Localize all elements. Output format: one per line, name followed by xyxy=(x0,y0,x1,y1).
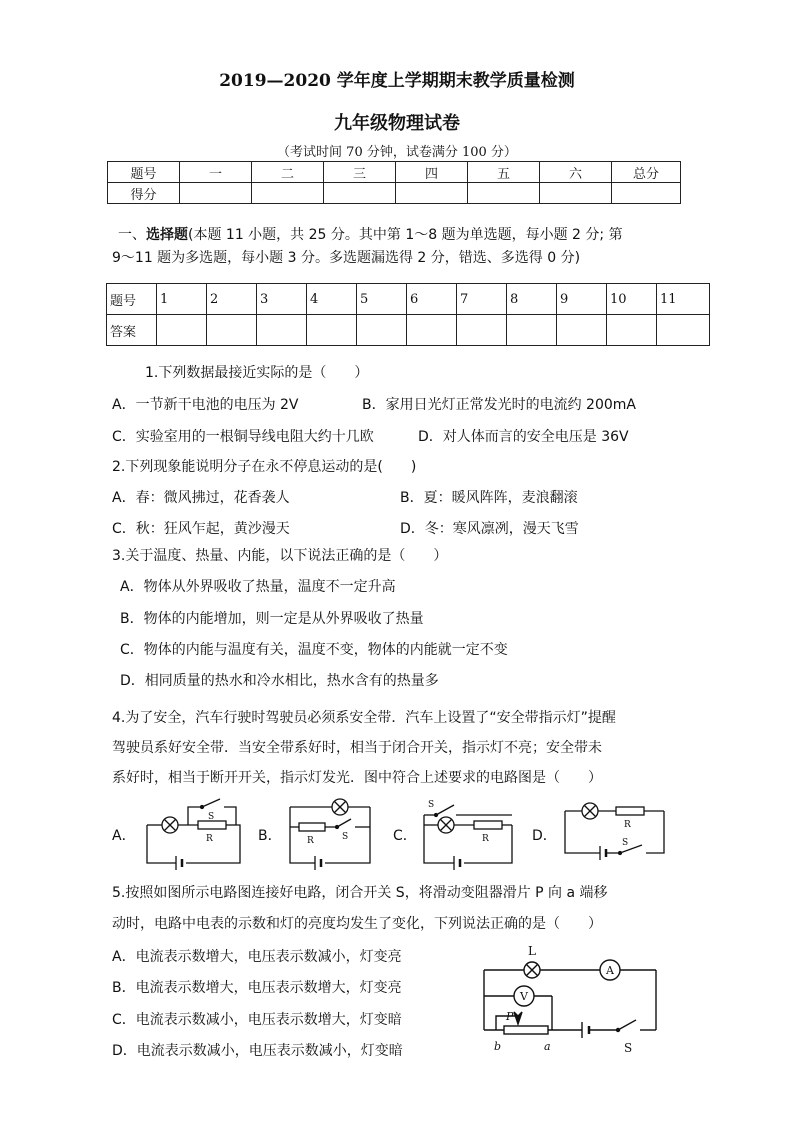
answer-table-header: 5 xyxy=(357,284,407,315)
answer-table-header: 1 xyxy=(157,284,207,315)
q3-option-c: C．物体的内能与温度有关，温度不变，物体的内能就一定不变 xyxy=(120,642,508,658)
ammeter-label: A xyxy=(606,964,614,977)
score-cell[interactable] xyxy=(252,183,324,204)
answer-cell[interactable] xyxy=(657,315,710,346)
q2-option-c: C．秋：狂风乍起，黄沙漫天 xyxy=(112,521,290,537)
score-table xyxy=(107,161,681,204)
score-table-header: 五 xyxy=(468,162,540,183)
score-cell[interactable] xyxy=(324,183,396,204)
resistor-r-label: R xyxy=(482,834,489,844)
answer-cell[interactable] xyxy=(457,315,507,346)
resistor-r-label: R xyxy=(624,820,631,830)
answer-table-header: 10 xyxy=(607,284,657,315)
score-table-header: 一 xyxy=(180,162,252,183)
q1-option-b: B．家用日光灯正常发光时的电流约 200mA xyxy=(362,397,636,413)
q2-option-d: D．冬：寒风凛冽，漫天飞雪 xyxy=(400,521,579,537)
answer-table-header: 7 xyxy=(457,284,507,315)
answer-table-row xyxy=(107,315,710,346)
answer-cell[interactable] xyxy=(557,315,607,346)
section1-instructions-line2: 9～11 题为多选题，每小题 3 分。多选题漏选得 2 分，错选、多选得 0 分) xyxy=(112,250,581,266)
answer-table-header: 4 xyxy=(307,284,357,315)
q5-circuit xyxy=(478,940,668,1060)
q3-option-b: B．物体的内能增加，则一定是从外界吸收了热量 xyxy=(120,611,424,627)
score-cell[interactable] xyxy=(396,183,468,204)
score-cell[interactable] xyxy=(540,183,612,204)
q4-stem-line1: 4.为了安全，汽车行驶时驾驶员必须系安全带．汽车上设置了“安全带指示灯”提醒 xyxy=(112,710,616,726)
q4-option-a-label: A． xyxy=(112,828,136,844)
answer-cell[interactable] xyxy=(207,315,257,346)
q5-stem-line1: 5.按照如图所示电路图连接好电路，闭合开关 S，将滑动变阻器滑片 P 向 a 端移 xyxy=(112,885,608,901)
score-table-header: 六 xyxy=(540,162,612,183)
q2-stem: 2.下列现象能说明分子在永不停息运动的是( ) xyxy=(112,459,417,475)
section1-heading xyxy=(118,224,623,244)
q4-option-d-label: D． xyxy=(532,828,557,844)
score-row-label: 得分 xyxy=(108,183,180,204)
switch-s-label: S xyxy=(428,800,435,810)
score-table-header: 二 xyxy=(252,162,324,183)
q5-option-c: C．电流表示数减小，电压表示数增大，灯变暗 xyxy=(112,1012,402,1028)
q3-option-d: D．相同质量的热水和冷水相比，热水含有的热量多 xyxy=(120,673,439,689)
answer-table-header: 11 xyxy=(657,284,710,315)
end-a-label: a xyxy=(544,1040,551,1053)
exam-time-note: （考试时间 70 分钟，试卷满分 100 分） xyxy=(277,145,517,160)
q3-stem: 3.关于温度、热量、内能，以下说法正确的是（ ） xyxy=(112,548,448,564)
answer-table xyxy=(106,283,710,346)
q4-stem-line3: 系好时，相当于断开开关，指示灯发光．图中符合上述要求的电路图是（ ） xyxy=(112,770,602,786)
score-table-header: 四 xyxy=(396,162,468,183)
switch-s-label: S xyxy=(342,832,349,842)
q5-option-a: A．电流表示数增大，电压表示数减小，灯变亮 xyxy=(112,949,402,965)
q2-option-b: B．夏：暖风阵阵，麦浪翻滚 xyxy=(400,490,578,506)
switch-s-label: S xyxy=(624,1041,633,1055)
q1-option-a: A．一节新干电池的电压为 2V xyxy=(112,397,299,413)
q4-circuit-c xyxy=(418,795,518,875)
score-cell[interactable] xyxy=(612,183,681,204)
q1-option-d: D．对人体而言的安全电压是 36V xyxy=(418,429,629,445)
switch-s-label: S xyxy=(208,812,215,822)
score-table-header-row xyxy=(108,162,681,183)
switch-s-label: S xyxy=(622,838,629,848)
score-cell[interactable] xyxy=(180,183,252,204)
section1-number: 一、 xyxy=(118,227,146,243)
answer-cell[interactable] xyxy=(407,315,457,346)
q4-option-b-label: B． xyxy=(258,828,282,844)
resistor-r-label: R xyxy=(307,836,314,846)
voltmeter-label: V xyxy=(520,990,528,1003)
score-cell[interactable] xyxy=(468,183,540,204)
q4-circuit-b xyxy=(285,795,375,875)
answer-cell[interactable] xyxy=(357,315,407,346)
answer-cell[interactable] xyxy=(507,315,557,346)
score-table-header: 三 xyxy=(324,162,396,183)
section1-instructions: (本题 11 小题，共 25 分。其中第 1～8 题为单选题，每小题 2 分; 第 xyxy=(188,227,623,243)
q3-option-a: A．物体从外界吸收了热量，温度不一定升高 xyxy=(120,579,396,595)
score-table-header: 题号 xyxy=(108,162,180,183)
q5-option-d: D．电流表示数减小，电压表示数减小，灯变暗 xyxy=(112,1043,403,1059)
q4-stem-line2: 驾驶员系好安全带．当安全带系好时，相当于闭合开关，指示灯不亮；安全带未 xyxy=(112,740,602,756)
answer-cell[interactable] xyxy=(307,315,357,346)
q5-option-b: B．电流表示数增大，电压表示数增大，灯变亮 xyxy=(112,980,402,996)
score-table-header: 总分 xyxy=(612,162,681,183)
answer-table-header: 9 xyxy=(557,284,607,315)
section1-title: 选择题 xyxy=(146,227,188,243)
answer-cell[interactable] xyxy=(157,315,207,346)
q4-option-c-label: C． xyxy=(393,828,417,844)
answer-cell[interactable] xyxy=(607,315,657,346)
exam-header-title: 2019—2020 学年度上学期期末教学质量检测 xyxy=(219,71,575,91)
q1-option-c: C．实验室用的一根铜导线电阻大约十几欧 xyxy=(112,429,374,445)
answer-table-header: 8 xyxy=(507,284,557,315)
slider-p-label: P xyxy=(506,1010,514,1023)
end-b-label: b xyxy=(494,1040,502,1053)
answer-row-label: 答案 xyxy=(107,315,157,346)
lamp-l-label: L xyxy=(528,944,536,958)
answer-table-header: 6 xyxy=(407,284,457,315)
q4-circuit-a xyxy=(142,795,248,875)
q1-stem: 1.下列数据最接近实际的是（ ） xyxy=(145,365,369,381)
q2-option-a: A．春：微风拂过，花香袭人 xyxy=(112,490,290,506)
resistor-r-label: R xyxy=(206,834,213,844)
answer-table-header: 3 xyxy=(257,284,307,315)
q4-circuit-d xyxy=(560,795,670,865)
answer-cell[interactable] xyxy=(257,315,307,346)
q5-stem-line2: 动时，电路中电表的示数和灯的亮度均发生了变化，下列说法正确的是（ ） xyxy=(112,916,602,932)
answer-table-header: 题号 xyxy=(107,284,157,315)
answer-table-header: 2 xyxy=(207,284,257,315)
exam-subject-title: 九年级物理试卷 xyxy=(334,113,460,134)
score-table-row xyxy=(108,183,681,204)
answer-table-header-row xyxy=(107,284,710,315)
